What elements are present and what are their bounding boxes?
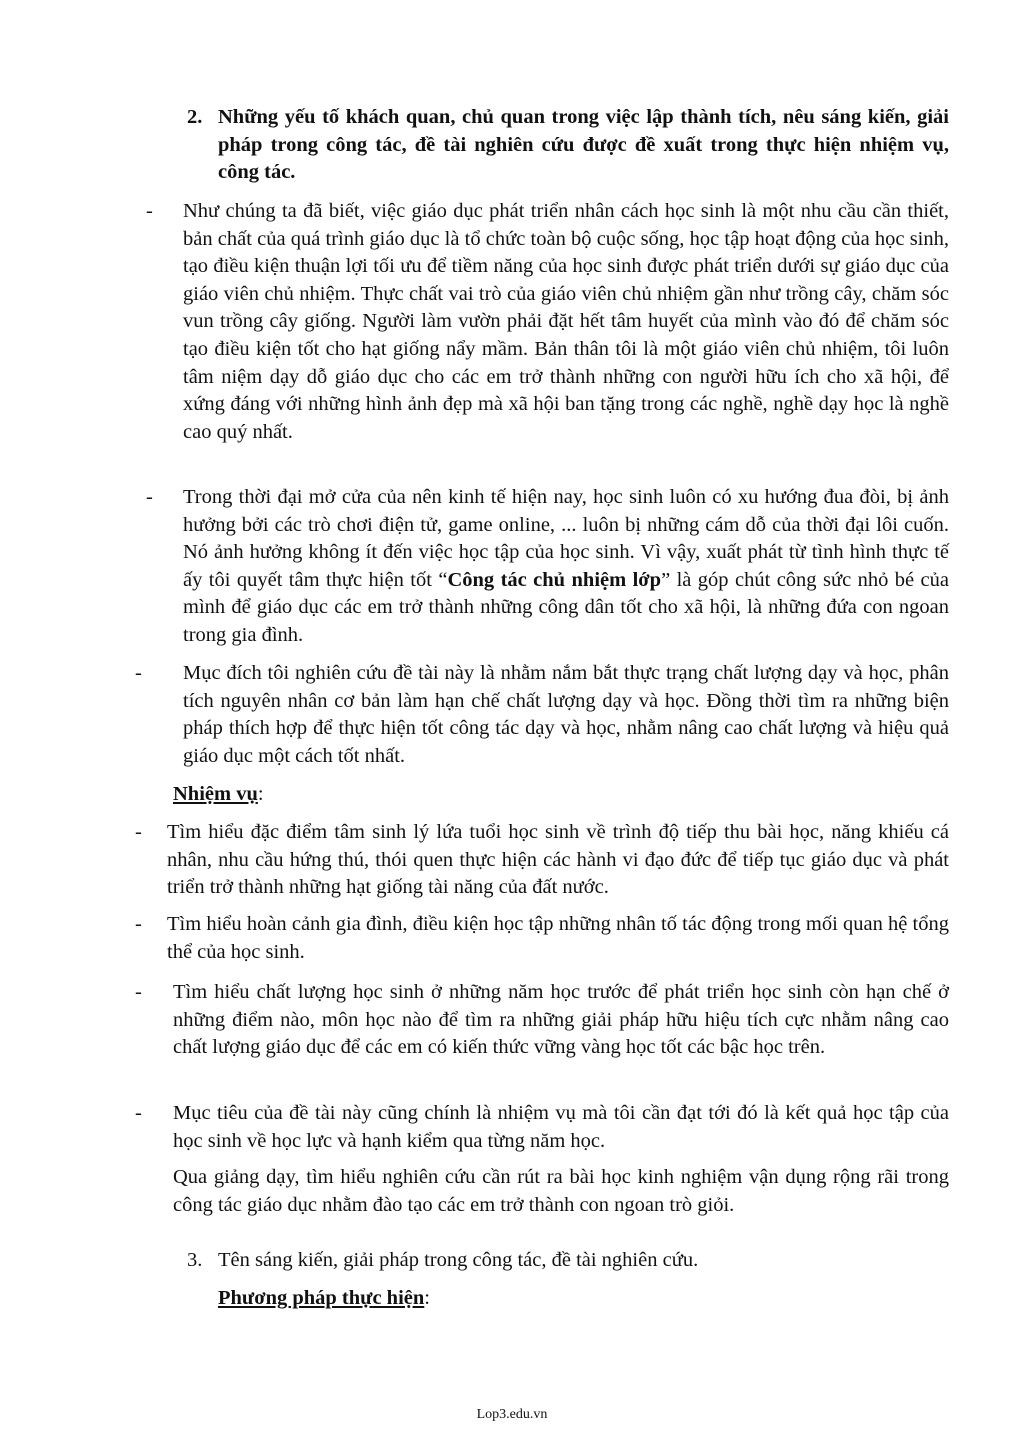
section-2-title: Những yếu tố khách quan, chủ quan trong việc lập thành tích, nêu sáng kiến, giải pháp trong công tác, đề tài nghiên cứu được đề xuất trong thực hiện nhiệm vụ, công tác. [218,106,949,184]
bullet-dash: - [146,486,153,508]
task-item-2: Tìm hiểu hoàn cảnh gia đình, điều kiện học tập những nhân tố tác động trong mối quan hệ tổng thể của học sinh. [167,913,949,963]
bullet-dash: - [146,200,153,222]
task-item-4: Mục tiêu của đề tài này cũng chính là nhiệm vụ mà tôi cần đạt tới đó là kết quả học tập của học sinh về học lực và hạnh kiểm qua từng năm học. [173,1102,949,1152]
bullet-dash: - [135,1102,142,1124]
paragraph-bullet-1: Như chúng ta đã biết, việc giáo dục phát triển nhân cách học sinh là một nhu cầu cần thiết, bản chất của quá trình giáo dục là tổ chức toàn bộ cuộc sống, học tập hoạt động của học sinh, tạo điều kiện thuận lợi tối ưu để tiềm năng của học sinh được phát triển dưới sự giáo dục của giáo viên chủ nhiệm. Thực chất vai trò của giáo viên chủ nhiệm gần như trồng cây, chăm sóc vun trồng cây giống. Người làm vườn phải đặt hết tâm huyết của mình vào đó để chăm sóc tạo điều kiện tốt cho hạt giống nẩy mầm. Bản thân tôi là một giáo viên chủ nhiệm, tôi luôn tâm niệm dạy dỗ giáo dục cho các em trở thành những con người hữu ích cho xã hội, để xứng đáng với những hình ảnh đẹp mà xã hội ban tặng trong các nghề, nghề dạy học là nghề cao quý nhất. [183,200,949,443]
method-heading [218,1285,430,1313]
section-2-number: 2. [187,106,203,128]
closing-paragraph: Qua giảng dạy, tìm hiểu nghiên cứu cần rút ra bài học kinh nghiệm vận dụng rộng rãi trong công tác giáo dục nhằm đào tạo các em trở thành con ngoan trò giỏi. [173,1166,949,1216]
task-item-1 [167,819,949,902]
paragraph-text: Trong thời đại mở cửa của nên kinh tế hiện nay, học sinh luôn có xu hướng đua đòi, bị ảnh hưởng bởi các trò chơi điện tử, game online, ... luôn bị những cám dỗ của thời đại lôi cuốn. Nó ảnh hưởng không ít đến việc học tập của học sinh. Vì vậy, xuất phát từ tình hình thực tế ấy tôi quyết tâm thực hiện tốt “ [183,486,949,591]
task-text: Tìm hiểu đặc điểm tâm sinh lý lứa tuổi học sinh về trình độ tiếp thu bài học, năng khiếu cá nhân, nhu cầu hứng thú, thói quen thực hiện các hành vi đạo đức để tiếp tục giáo dục và phát triển trở thành những hạt giống tài năng của đất nước. [167,821,949,899]
method-heading-colon: : [424,1287,430,1309]
paragraph-bullet-3: Mục đích tôi nghiên cứu đề tài này là nhằm nắm bắt thực trạng chất lượng dạy và học, phân tích nguyên nhân cơ bản làm hạn chế chất lượng dạy và học. Đồng thời tìm ra những biện pháp thích hợp để thực hiện tốt công tác dạy và học, nhằm nâng cao chất lượng và hiệu quả giáo dục một cách tốt nhất. [183,662,949,767]
page-footer: Lop3.edu.vn [476,1407,548,1422]
bold-phrase: Công tác chủ nhiệm lớp [447,568,662,591]
bullet-dash: - [135,821,142,843]
heading-colon: : [257,783,264,805]
heading-text: Nhiệm vụ [173,783,258,805]
paragraph-text: ” là góp chút công sức nhỏ bé của mình để giáo dục các em trở thành những công dân tốt cho xã hội, là những đứa con ngoan trong gia đình. [183,568,949,646]
bullet-dash: - [135,981,142,1003]
section-3-number: 3. [187,1249,203,1271]
nhiem-vu-heading [173,781,264,809]
bullet-dash: - [135,662,142,684]
bullet-dash: - [135,913,142,935]
section-3-title: Tên sáng kiến, giải pháp trong công tác, đề tài nghiên cứu. [218,1249,699,1271]
task-item-3: Tìm hiểu chất lượng học sinh ở những năm học trước để phát triển học sinh còn hạn chế ở những điểm nào, môn học nào để tìm ra những giải pháp hữu hiệu tích cực nhằm nâng cao chất lượng giáo dục để các em có kiến thức vững vàng học tốt các bậc học trên. [173,981,949,1059]
paragraph-bullet-2 [183,484,949,650]
method-heading-text: Phương pháp thực hiện [218,1287,425,1309]
